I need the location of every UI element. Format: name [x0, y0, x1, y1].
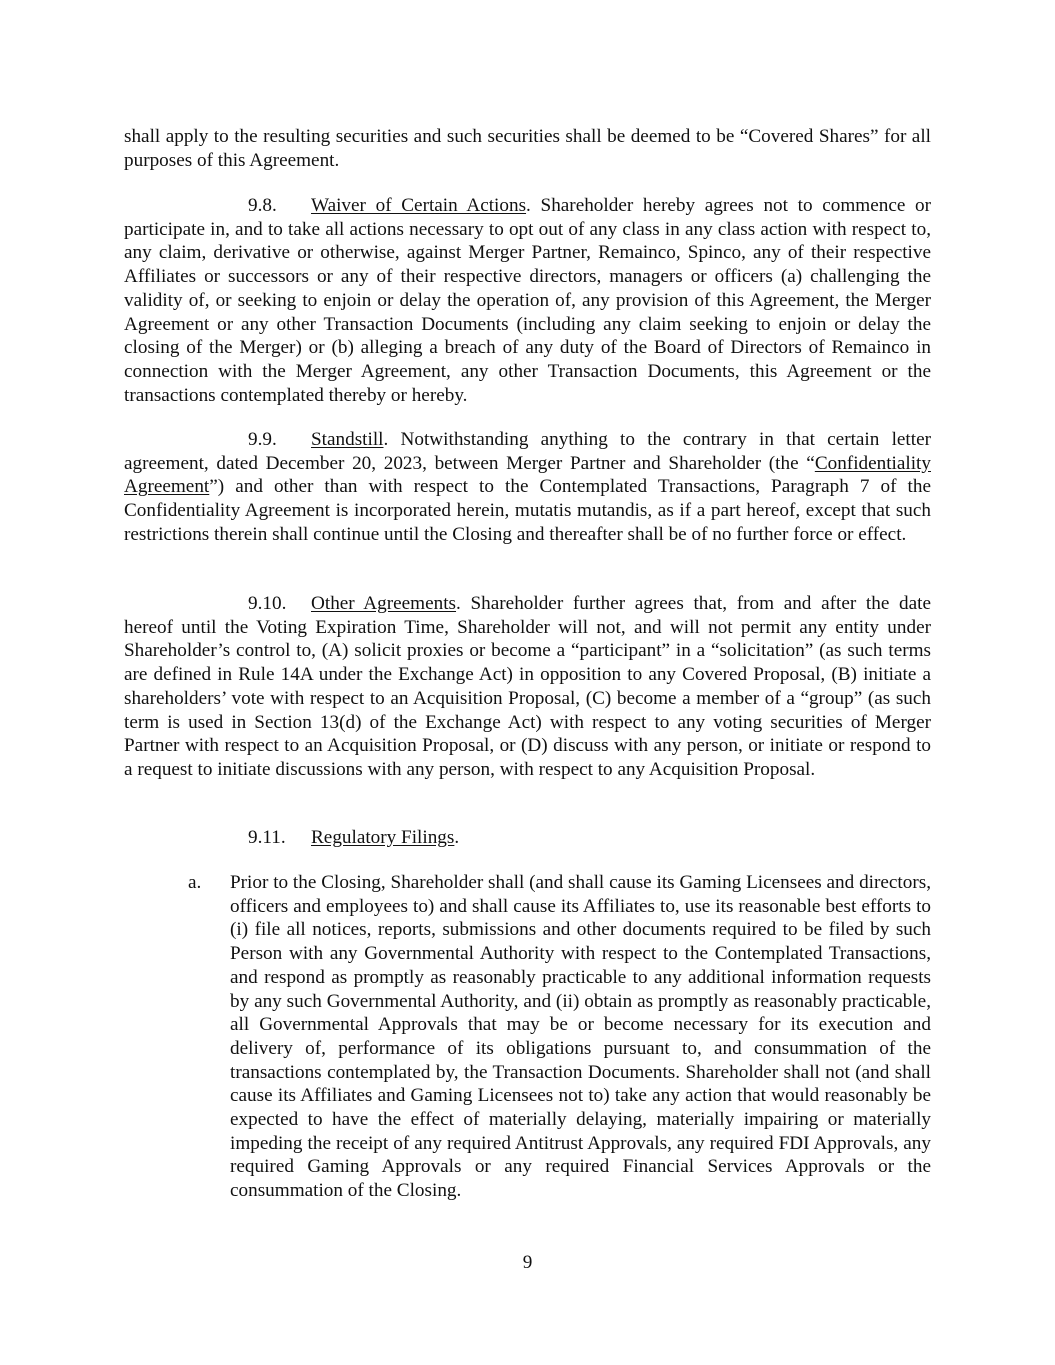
continuation-paragraph — [124, 125, 931, 172]
section-body: . Shareholder hereby agrees not to commence or participate in, and to take all actions necessary to opt out of any class in any class action with respect to, any claim, derivative or otherwise, against Merger Partner, Remainco, Spinco, any of their respective Affiliates or successors or any of their respective directors, managers or officers (a) challenging the validity of, or seeking to enjoin or delay the operation of, any provision of this Agreement, the Merger Agreement or any other Transaction Documents (including any claim seeking to enjoin or delay the closing of the Merger) or (b) alleging a breach of any duty of the Board of Directors of Remainco in connection with the Merger Agreement, any other Transaction Documents, this Agreement or the transactions contemplated thereby or hereby. — [124, 195, 932, 406]
section-heading: Other Agreements — [311, 593, 457, 614]
list-marker: a. — [188, 872, 202, 893]
section-9-10 — [124, 592, 931, 782]
section-number: 9.10. — [248, 593, 287, 614]
section-number: 9.9. — [248, 429, 277, 450]
list-item-a — [188, 871, 931, 1203]
section-heading: Regulatory Filings — [311, 827, 455, 848]
section-body-continued: ”) and other than with respect to the Contemplated Transactions, Paragraph 7 of the Confidentiality Agreement is incorporated herein, mutatis mutandis, as if a part hereof, except that such restrictions therein shall continue until the Closing and thereafter shall be of no further force or effect. — [124, 476, 931, 545]
section-heading: Standstill — [311, 429, 384, 450]
continuation-text: shall apply to the resulting securities and such securities shall be deemed to be “Covered Shares” for all purposes of this Agreement. — [124, 126, 931, 171]
section-9-9 — [124, 428, 931, 547]
page-number: 9 — [522, 1252, 533, 1273]
heading-period: . — [454, 827, 460, 848]
section-9-8 — [124, 194, 931, 407]
section-body: . Shareholder further agrees that, from and after the date hereof until the Voting Expiration Time, Shareholder will not, and will not permit any entity under Shareholder’s control to, (A) solicit proxies or become a “participant” in a “solicitation” (as such terms are defined in Rule 14A under the Exchange Act) in opposition to any Covered Proposal, (B) initiate a shareholders’ vote with respect to an Acquisition Proposal, (C) become a member of a “group” (as such term is used in Section 13(d) of the Exchange Act) with respect to any voting securities of Merger Partner with respect to an Acquisition Proposal, or (D) discuss with any person, or initiate or respond to a request to initiate discussions with any person, with respect to any Acquisition Proposal. — [124, 593, 931, 780]
list-item-text: Prior to the Closing, Shareholder shall (and shall cause its Gaming Licensees and directors, officers and employees to) and shall cause its Affiliates to, use its reasonable best efforts to (i) file all notices, reports, submissions and other documents required to be filed by such Person with any Governmental Authority with respect to the Contemplated Transactions, and respond as promptly as reasonably practicable to any additional information requests by any such Governmental Authority, and (ii) obtain as promptly as reasonably practicable, all Governmental Approvals that may be or become necessary for its execution and delivery of, performance of its obligations pursuant to, and consummation of the transactions contemplated by, the Transaction Documents. Shareholder shall not (and shall cause its Affiliates and Gaming Licensees not to) take any action that would reasonably be expected to have the effect of materially delaying, materially impairing or materially impeding the receipt of any required Antitrust Approvals, any required FDI Approvals, any required Gaming Approvals or any required Financial Services Approvals or the consummation of the Closing. — [230, 872, 931, 1202]
section-number: 9.8. — [248, 195, 277, 216]
section-number: 9.11. — [248, 827, 286, 848]
section-9-11 — [124, 826, 931, 850]
section-heading: Waiver of Certain Actions — [311, 195, 527, 216]
section-body: . Notwithstanding anything to the contrary in that certain letter agreement, dated December 20, 2023, between Merger Partner and Shareholder (the “ — [124, 429, 931, 474]
defined-term: Confidentiality Agreement — [124, 452, 931, 498]
